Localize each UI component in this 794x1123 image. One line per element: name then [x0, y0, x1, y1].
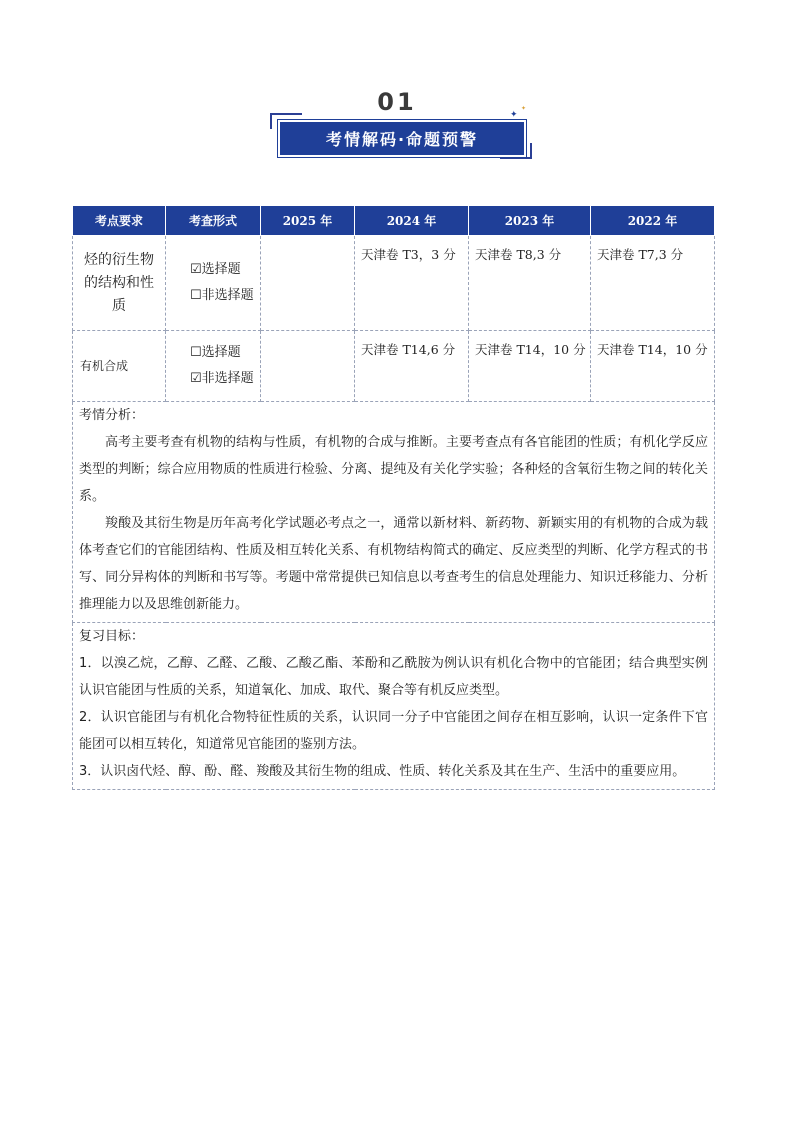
exam-2024-cell: 天津卷 T14,6 分 [355, 331, 469, 402]
analysis-row [73, 402, 715, 623]
exam-analysis-table [72, 205, 715, 790]
exam-2025-cell [261, 236, 355, 331]
header-topic: 考点要求 [73, 206, 166, 236]
form-option: ☐选择题 [190, 345, 241, 360]
form-option: ☐非选择题 [190, 288, 254, 303]
header-2022: 2022 年 [591, 206, 715, 236]
header-form: 考查形式 [166, 206, 261, 236]
table-header-row [73, 206, 715, 236]
exam-2024-cell: 天津卷 T3，3 分 [355, 236, 469, 331]
goal-item: 3．认识卤代烃、醇、酚、醛、羧酸及其衍生物的组成、性质、转化关系及其在生产、生活中的重要应用。 [79, 764, 686, 779]
sparkle-icon: ✦ [521, 105, 527, 112]
goals-label: 复习目标： [79, 629, 145, 644]
section-banner [270, 105, 532, 159]
form-option: ☑选择题 [190, 262, 241, 277]
form-cell [166, 236, 261, 331]
topic-cell: 烃的衍生物的结构和性质 [73, 236, 166, 331]
exam-2025-cell [261, 331, 355, 402]
section-number: 01 [377, 88, 417, 116]
analysis-label: 考情分析： [79, 408, 145, 423]
goal-item: 1．以溴乙烷，乙醇、乙醛、乙酸、乙酸乙酯、苯酚和乙酰胺为例认识有机化合物中的官能团；结合典型实例认识官能团与性质的关系，知道氧化、加成、取代、聚合等有机反应类型。 [79, 656, 708, 698]
exam-2023-cell: 天津卷 T8,3 分 [469, 236, 591, 331]
header-2023: 2023 年 [469, 206, 591, 236]
analysis-paragraph: 羧酸及其衍生物是历年高考化学试题必考点之一，通常以新材料、新药物、新颖实用的有机物的合成为载体考查它们的官能团结构、性质及相互转化关系、有机物结构简式的确定、反应类型的判断、化学方程式的书写、同分异构体的判断和书写等。考题中常常提供已知信息以考查考生的信息处理能力、知识迁移能力、分析推理能力以及思维创新能力。 [79, 516, 708, 612]
analysis-paragraph: 高考主要考查有机物的结构与性质，有机物的合成与推断。主要考查点有各官能团的性质；有机化学反应类型的判断；综合应用物质的性质进行检验、分离、提纯及有关化学实验；各种烃的含氧衍生物之间的转化关系。 [79, 435, 708, 504]
topic-cell: 有机合成 [73, 331, 166, 402]
goals-row [73, 623, 715, 790]
sparkle-icon: ✦ [510, 110, 518, 120]
exam-2022-cell: 天津卷 T14，10 分 [591, 331, 715, 402]
table-row [73, 331, 715, 402]
analysis-cell [73, 402, 715, 623]
exam-2023-cell: 天津卷 T14，10 分 [469, 331, 591, 402]
form-option: ☑非选择题 [190, 371, 254, 386]
goal-item: 2．认识官能团与有机化合物特征性质的关系，认识同一分子中官能团之间存在相互影响，认识一定条件下官能团可以相互转化，知道常见官能团的鉴别方法。 [79, 710, 708, 752]
goals-cell [73, 623, 715, 790]
header-2025: 2025 年 [261, 206, 355, 236]
header-2024: 2024 年 [355, 206, 469, 236]
exam-2022-cell: 天津卷 T7,3 分 [591, 236, 715, 331]
form-cell [166, 331, 261, 402]
section-title: 考情解码·命题预警 [278, 120, 526, 157]
table-row [73, 236, 715, 331]
